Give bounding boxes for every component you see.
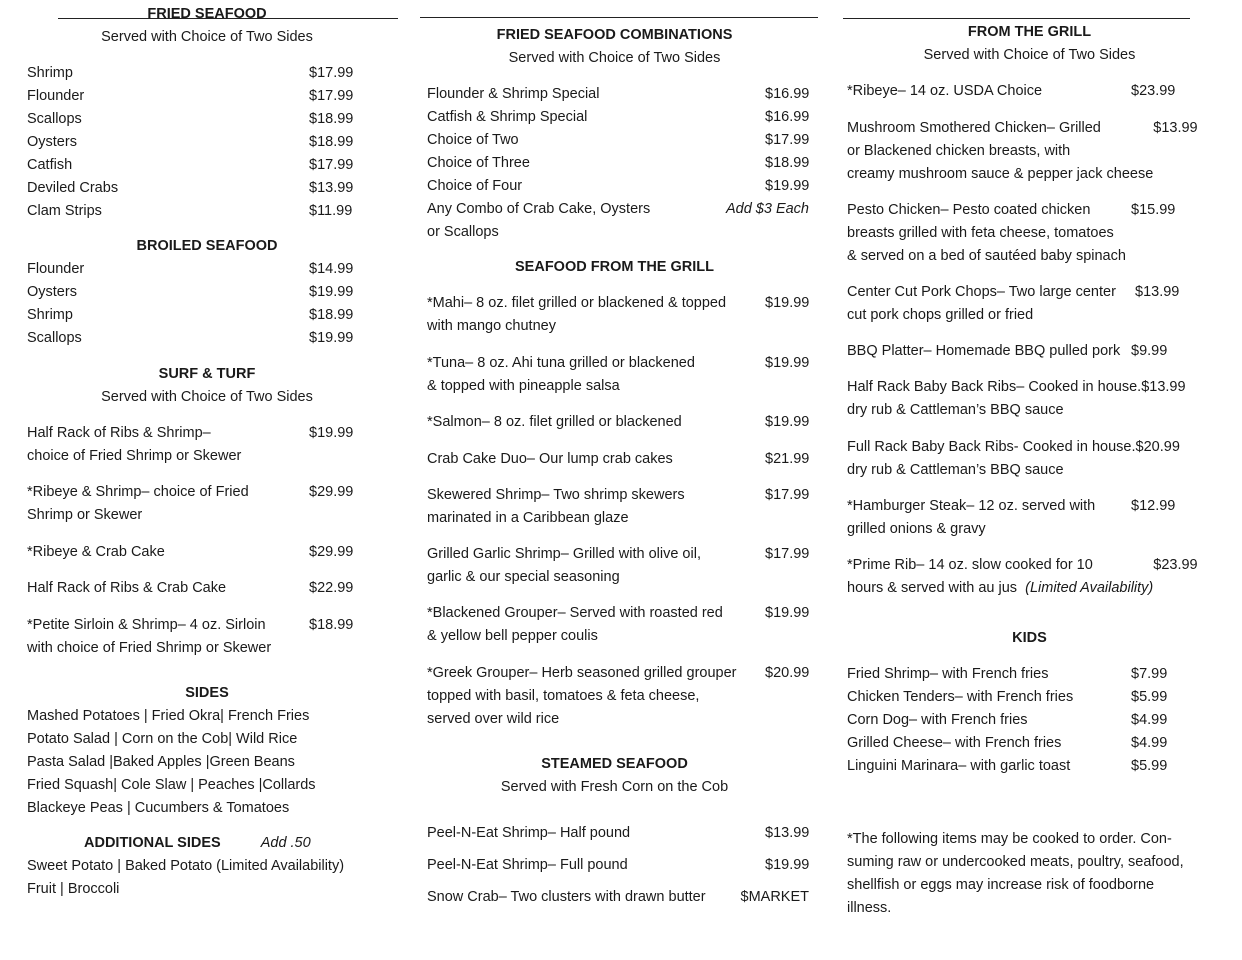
sides-line: Mashed Potatoes | Fried Okra| French Fries	[27, 708, 310, 724]
item-price: $13.99	[1153, 120, 1198, 136]
item-price: $5.99	[1131, 689, 1168, 705]
item-description	[427, 662, 765, 731]
item-name: Half Rack of Ribs & Crab Cake	[27, 580, 227, 596]
item-line: with mango chutney	[427, 318, 556, 334]
section-title: SURF & TURF	[158, 366, 256, 382]
item-description	[847, 554, 1153, 600]
item-line: & topped with pineapple salsa	[427, 378, 620, 394]
item-price: $20.99	[765, 665, 810, 681]
item-line: or Blackened chicken breasts, with	[847, 143, 1071, 159]
menu-item	[427, 175, 809, 198]
item-name: Corn Dog– with French fries	[847, 712, 1028, 728]
item-name: Catfish	[27, 157, 73, 173]
section-title: SEAFOOD FROM THE GRILL	[515, 259, 714, 275]
note-line: suming raw or undercooked meats, poultry, seafood,	[847, 854, 1184, 870]
item-price: $19.99	[765, 178, 810, 194]
menu-item	[847, 340, 1175, 363]
item-line: Mushroom Smothered Chicken– Grilled	[847, 120, 1101, 136]
item-name: Choice of Three	[427, 155, 530, 171]
item-description	[427, 352, 765, 398]
item-name: Oysters	[27, 284, 77, 300]
item-price: $5.99	[1131, 758, 1168, 774]
item-line: *Mahi– 8 oz. filet grilled or blackened & topped	[427, 295, 727, 311]
item-name: Linguini Marinara– with garlic toast	[847, 758, 1071, 774]
menu-item	[27, 614, 353, 660]
menu-item	[27, 327, 353, 350]
top-rule-col2	[420, 17, 818, 18]
menu-item	[27, 131, 353, 154]
availability-note: (Limited Availability)	[1025, 580, 1154, 596]
item-name: Shrimp	[27, 307, 73, 323]
additional-sides-price: Add .50	[260, 835, 311, 851]
item-line: breasts grilled with feta cheese, tomatoes	[847, 225, 1114, 241]
item-price: $4.99	[1131, 712, 1168, 728]
item-description	[427, 484, 765, 530]
item-line: Skewered Shrimp– Two shrimp skewers	[427, 487, 685, 503]
section-title: FRIED SEAFOOD	[147, 6, 267, 22]
item-description	[847, 495, 1131, 541]
menu-item	[27, 281, 353, 304]
item-price: $11.99	[309, 203, 353, 219]
item-line: Pesto Chicken– Pesto coated chicken	[847, 202, 1091, 218]
additional-sides-line: Fruit | Broccoli	[27, 881, 120, 897]
item-line: creamy mushroom sauce & pepper jack cheese	[847, 166, 1154, 182]
section-title: SIDES	[185, 685, 229, 701]
item-line: with choice of Fried Shrimp or Skewer	[27, 640, 272, 656]
item-description	[427, 292, 765, 338]
item-description	[847, 199, 1131, 268]
item-price: $17.99	[765, 546, 810, 562]
item-line: Grilled Garlic Shrimp– Grilled with olive oil,	[427, 546, 701, 562]
note-line: *The following items may be cooked to order. Con-	[847, 831, 1172, 847]
item-name: *Salmon– 8 oz. filet grilled or blackened	[427, 414, 682, 430]
section-subtitle: Served with Fresh Corn on the Cob	[500, 779, 729, 795]
item-name: Shrimp	[27, 65, 73, 81]
item-price: $19.99	[765, 414, 810, 430]
item-name: Oysters	[27, 134, 77, 150]
section-title: BROILED SEAFOOD	[136, 238, 278, 254]
menu-item	[847, 281, 1179, 327]
menu-item	[427, 411, 809, 434]
section-title: ADDITIONAL SIDES	[84, 835, 221, 851]
item-price: $18.99	[765, 155, 810, 171]
section-title: KIDS	[1012, 630, 1047, 646]
item-name: Snow Crab– Two clusters with drawn butter	[427, 889, 706, 905]
item-description	[427, 602, 765, 648]
item-price: $13.99	[1141, 379, 1186, 395]
item-line-text: hours & served with au jus	[847, 580, 1018, 596]
menu-item	[427, 822, 809, 845]
item-line: marinated in a Caribbean glaze	[427, 510, 629, 526]
item-price: $15.99	[1131, 202, 1176, 218]
item-line: *Tuna– 8 oz. Ahi tuna grilled or blackened	[427, 355, 695, 371]
item-name: *Ribeye– 14 oz. USDA Choice	[847, 83, 1043, 99]
menu-item	[427, 484, 809, 530]
item-line: Center Cut Pork Chops– Two large center	[847, 284, 1116, 300]
menu-item	[847, 80, 1175, 103]
item-description	[27, 422, 309, 468]
item-price: $9.99	[1131, 343, 1168, 359]
section-subtitle: Served with Choice of Two Sides	[101, 389, 313, 405]
item-price: $22.99	[309, 580, 354, 596]
item-line: garlic & our special seasoning	[427, 569, 620, 585]
item-name: Scallops	[27, 111, 82, 127]
item-price: $19.99	[765, 605, 810, 621]
item-line: & yellow bell pepper coulis	[427, 628, 598, 644]
item-price: $12.99	[1131, 498, 1176, 514]
item-name: Peel-N-Eat Shrimp– Half pound	[427, 825, 631, 841]
item-name: Flounder	[27, 88, 85, 104]
item-description	[27, 614, 309, 660]
item-name: Chicken Tenders– with French fries	[847, 689, 1074, 705]
item-price: Add $3 Each	[725, 201, 809, 217]
item-price: $14.99	[309, 261, 354, 277]
item-description	[847, 117, 1153, 186]
menu-item	[427, 662, 809, 731]
item-price: $MARKET	[740, 889, 809, 905]
menu-item	[427, 152, 809, 175]
menu-item	[427, 543, 809, 589]
menu-item	[427, 854, 809, 877]
menu-item	[847, 376, 1186, 422]
item-description	[847, 281, 1135, 327]
item-list	[27, 258, 353, 350]
menu-item	[847, 436, 1180, 482]
menu-item	[27, 108, 353, 131]
item-line: served over wild rice	[427, 711, 560, 727]
item-name: Scallops	[27, 330, 82, 346]
sides-line: Potato Salad | Corn on the Cob| Wild Rice	[27, 731, 298, 747]
section-title: FRIED SEAFOOD COMBINATIONS	[496, 27, 733, 43]
item-price: $17.99	[309, 88, 354, 104]
menu-item	[847, 686, 1175, 709]
item-price: $19.99	[765, 355, 810, 371]
item-line: choice of Fried Shrimp or Skewer	[27, 448, 242, 464]
item-line	[847, 577, 1153, 600]
item-description	[847, 376, 1141, 422]
item-name: Deviled Crabs	[27, 180, 119, 196]
item-name: Clam Strips	[27, 203, 102, 219]
item-price: $18.99	[309, 111, 354, 127]
menu-item	[27, 177, 353, 200]
menu-item	[427, 448, 809, 471]
section-subtitle: Served with Choice of Two Sides	[101, 29, 313, 45]
item-line: Shrimp or Skewer	[27, 507, 143, 523]
menu-item	[27, 481, 353, 527]
item-price: $21.99	[765, 451, 810, 467]
sides-line: Blackeye Peas | Cucumbers & Tomatoes	[27, 800, 290, 816]
item-price: $23.99	[1153, 557, 1198, 573]
menu-item	[27, 422, 353, 468]
note-line: illness.	[847, 900, 892, 916]
item-list	[847, 663, 1175, 778]
menu-item	[427, 886, 809, 909]
item-line: *Greek Grouper– Herb seasoned grilled grouper	[427, 665, 737, 681]
menu-item	[27, 154, 353, 177]
menu-item	[427, 602, 809, 648]
item-name: Peel-N-Eat Shrimp– Full pound	[427, 857, 628, 873]
menu-item	[27, 200, 353, 223]
item-price: $29.99	[309, 484, 354, 500]
item-description	[427, 198, 726, 244]
item-price: $16.99	[765, 109, 810, 125]
item-price: $19.99	[309, 425, 354, 441]
food-safety-note	[847, 828, 1184, 920]
item-name: Flounder	[27, 261, 85, 277]
item-line: Full Rack Baby Back Ribs- Cooked in house.	[847, 439, 1136, 455]
item-line: Half Rack of Ribs & Shrimp–	[27, 425, 211, 441]
item-description	[27, 481, 309, 527]
menu-item	[427, 352, 809, 398]
item-price: $29.99	[309, 544, 354, 560]
item-name: Catfish & Shrimp Special	[427, 109, 588, 125]
note-line: shellfish or eggs may increase risk of foodborne	[847, 877, 1155, 893]
menu-item	[27, 258, 353, 281]
sides-line: Fried Squash| Cole Slaw | Peaches |Collards	[27, 777, 316, 793]
sides-line: Pasta Salad |Baked Apples |Green Beans	[27, 754, 295, 770]
item-list	[27, 62, 353, 223]
item-line: or Scallops	[427, 224, 499, 240]
item-price: $18.99	[309, 617, 354, 633]
item-name: Fried Shrimp– with French fries	[847, 666, 1049, 682]
section-title: FROM THE GRILL	[967, 24, 1092, 40]
item-line: *Hamburger Steak– 12 oz. served with	[847, 498, 1096, 514]
menu-item	[847, 732, 1175, 755]
menu-item	[427, 292, 809, 338]
item-name: Choice of Two	[427, 132, 519, 148]
item-line: dry rub & Cattleman’s BBQ sauce	[847, 462, 1064, 478]
item-name: Choice of Four	[427, 178, 523, 194]
item-price: $19.99	[765, 857, 810, 873]
item-price: $13.99	[765, 825, 810, 841]
menu-item	[27, 304, 353, 327]
item-list	[427, 83, 809, 244]
item-line: grilled onions & gravy	[847, 521, 986, 537]
item-name: BBQ Platter– Homemade BBQ pulled pork	[847, 343, 1121, 359]
item-description	[847, 436, 1136, 482]
item-name: Grilled Cheese– with French fries	[847, 735, 1062, 751]
item-name: Flounder & Shrimp Special	[427, 86, 600, 102]
item-price: $19.99	[765, 295, 810, 311]
item-line: *Petite Sirloin & Shrimp– 4 oz. Sirloin	[27, 617, 266, 633]
menu-item	[427, 129, 809, 152]
item-line: Half Rack Baby Back Ribs– Cooked in house.	[847, 379, 1142, 395]
item-price: $17.99	[765, 132, 810, 148]
menu-item	[427, 106, 809, 129]
item-price: $19.99	[309, 284, 354, 300]
menu-item	[847, 554, 1198, 600]
section-title: STEAMED SEAFOOD	[541, 756, 688, 772]
item-line: dry rub & Cattleman’s BBQ sauce	[847, 402, 1064, 418]
item-price: $13.99	[1135, 284, 1180, 300]
menu-item	[847, 709, 1175, 732]
item-price: $13.99	[309, 180, 354, 196]
menu-item	[27, 577, 353, 600]
menu-item	[847, 663, 1175, 686]
item-price: $7.99	[1131, 666, 1168, 682]
item-line: & served on a bed of sautéed baby spinach	[847, 248, 1126, 264]
additional-sides-line: Sweet Potato | Baked Potato (Limited Availability)	[27, 858, 345, 874]
item-line: topped with basil, tomatoes & feta cheese,	[427, 688, 700, 704]
item-name: *Ribeye & Crab Cake	[27, 544, 165, 560]
item-price: $17.99	[309, 65, 354, 81]
item-line: *Prime Rib– 14 oz. slow cooked for 10	[847, 557, 1093, 573]
item-line: Any Combo of Crab Cake, Oysters	[427, 201, 651, 217]
item-price: $17.99	[765, 487, 810, 503]
item-price: $17.99	[309, 157, 354, 173]
section-subtitle: Served with Choice of Two Sides	[923, 47, 1136, 63]
menu-item	[847, 755, 1175, 778]
item-price: $19.99	[309, 330, 354, 346]
menu-item	[27, 541, 353, 564]
section-subtitle: Served with Choice of Two Sides	[508, 50, 721, 66]
menu-item	[427, 83, 809, 106]
item-price: $23.99	[1131, 83, 1176, 99]
item-price: $18.99	[309, 307, 354, 323]
sides-list	[27, 705, 316, 820]
item-line: *Blackened Grouper– Served with roasted red	[427, 605, 723, 621]
menu-item	[27, 85, 353, 108]
item-price: $16.99	[765, 86, 810, 102]
menu-item	[847, 495, 1175, 541]
menu-item	[427, 198, 809, 244]
menu-item	[27, 62, 353, 85]
item-description	[427, 543, 765, 589]
item-line: *Ribeye & Shrimp– choice of Fried	[27, 484, 249, 500]
menu-item	[847, 117, 1198, 186]
top-rule-col3	[843, 18, 1190, 19]
additional-sides-header	[27, 832, 311, 855]
item-line: cut pork chops grilled or fried	[847, 307, 1034, 323]
item-name: Crab Cake Duo– Our lump crab cakes	[427, 451, 673, 467]
menu-item	[847, 199, 1175, 268]
item-price: $4.99	[1131, 735, 1168, 751]
item-price: $18.99	[309, 134, 354, 150]
item-price: $20.99	[1135, 439, 1180, 455]
